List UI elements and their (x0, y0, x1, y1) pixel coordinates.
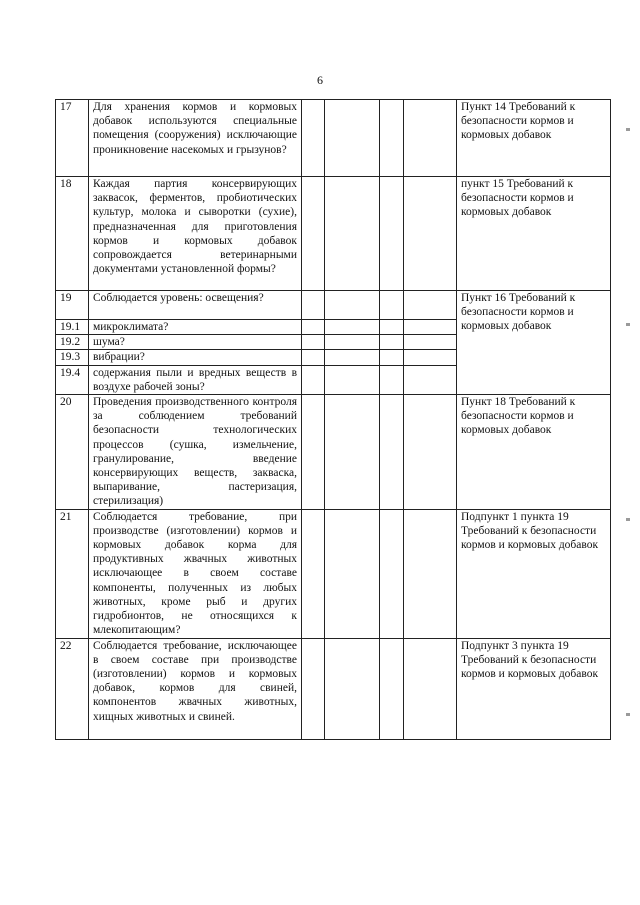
item-question: микроклимата? (89, 320, 302, 335)
item-number: 19.1 (56, 320, 89, 335)
item-reference: Подпункт 1 пункта 19 Требований к безопасности кормов и кормовых добавок (457, 509, 611, 638)
table-row (56, 509, 611, 638)
table-row (56, 177, 611, 291)
item-question: Соблюдается требование, при производстве (изготовлении) кормов и кормовых добавок корма для продуктивных жвачных животных исключающее в своем составе компоненты, полученных из любых животных, кроме рыб и других гидробионтов, не относящихся к млекопитающим? (89, 509, 302, 638)
item-reference: Пункт 18 Требований к безопасности кормов и кормовых добавок (457, 395, 611, 510)
table-row (56, 638, 611, 739)
answer-na-cell (380, 509, 404, 638)
table-row (56, 291, 611, 320)
item-question: шума? (89, 335, 302, 350)
answer-na-cell (380, 335, 404, 350)
scan-mark (626, 518, 630, 521)
answer-yes-cell (302, 509, 325, 638)
answer-yes-cell (302, 100, 325, 177)
item-question: содержания пыли и вредных веществ в воздухе рабочей зоны? (89, 365, 302, 394)
checklist-table (55, 99, 611, 740)
answer-yes-cell (302, 335, 325, 350)
answer-no-cell (325, 395, 380, 510)
item-number: 19.2 (56, 335, 89, 350)
answer-yes-cell (302, 291, 325, 320)
item-reference: пункт 15 Требований к безопасности кормов и кормовых добавок (457, 177, 611, 291)
answer-na-cell (380, 177, 404, 291)
answer-na-cell (380, 350, 404, 365)
item-question: вибрации? (89, 350, 302, 365)
answer-no-cell (325, 365, 380, 394)
answer-no-cell (325, 291, 380, 320)
comment-cell (404, 509, 457, 638)
answer-yes-cell (302, 350, 325, 365)
answer-na-cell (380, 395, 404, 510)
comment-cell (404, 291, 457, 320)
answer-na-cell (380, 291, 404, 320)
answer-yes-cell (302, 177, 325, 291)
answer-na-cell (380, 638, 404, 739)
table-row (56, 395, 611, 510)
answer-no-cell (325, 320, 380, 335)
answer-yes-cell (302, 395, 325, 510)
answer-no-cell (325, 350, 380, 365)
item-number: 18 (56, 177, 89, 291)
item-number: 19.3 (56, 350, 89, 365)
item-question: Для хранения кормов и кормовых добавок используются специальные помещения (сооружения) исключающие проникновение насекомых и грызунов? (89, 100, 302, 177)
item-number: 19 (56, 291, 89, 320)
item-number: 20 (56, 395, 89, 510)
comment-cell (404, 177, 457, 291)
item-question: Проведения производственного контроля за соблюдением требований безопасности технологических процессов (сушка, измельчение, гранулирование, введение консервирующих веществ, закваска, выпаривание, пастеризация, стерилизация) (89, 395, 302, 510)
comment-cell (404, 350, 457, 365)
item-reference: Подпункт 3 пункта 19 Требований к безопасности кормов и кормовых добавок (457, 638, 611, 739)
answer-no-cell (325, 100, 380, 177)
scan-mark (626, 128, 630, 131)
item-question: Соблюдается требование, исключающее в своем составе при производстве (изготовлении) кормов и кормовых добавок, кормов для свиней, компонентов жвачных животных, хищных животных и свиней. (89, 638, 302, 739)
item-number: 19.4 (56, 365, 89, 394)
scan-mark (626, 713, 630, 716)
answer-no-cell (325, 509, 380, 638)
answer-no-cell (325, 335, 380, 350)
table-row (56, 100, 611, 177)
scan-mark (626, 323, 630, 326)
page-number: 6 (317, 73, 323, 87)
comment-cell (404, 335, 457, 350)
comment-cell (404, 638, 457, 739)
answer-yes-cell (302, 320, 325, 335)
answer-na-cell (380, 320, 404, 335)
answer-no-cell (325, 638, 380, 739)
item-number: 21 (56, 509, 89, 638)
answer-yes-cell (302, 365, 325, 394)
comment-cell (404, 365, 457, 394)
item-number: 22 (56, 638, 89, 739)
item-reference: Пункт 16 Требований к безопасности кормов и кормовых добавок (457, 291, 611, 395)
item-number: 17 (56, 100, 89, 177)
comment-cell (404, 395, 457, 510)
answer-na-cell (380, 100, 404, 177)
comment-cell (404, 320, 457, 335)
item-question: Соблюдается уровень: освещения? (89, 291, 302, 320)
item-reference: Пункт 14 Требований к безопасности кормов и кормовых добавок (457, 100, 611, 177)
item-question: Каждая партия консервирующих заквасок, ферментов, пробиотических культур, молока и сыворотки (сухие), предназначенная для приготовления кормов и кормовых добавок сопровождается ветеринарными документами установленной формы? (89, 177, 302, 291)
answer-na-cell (380, 365, 404, 394)
answer-no-cell (325, 177, 380, 291)
answer-yes-cell (302, 638, 325, 739)
comment-cell (404, 100, 457, 177)
